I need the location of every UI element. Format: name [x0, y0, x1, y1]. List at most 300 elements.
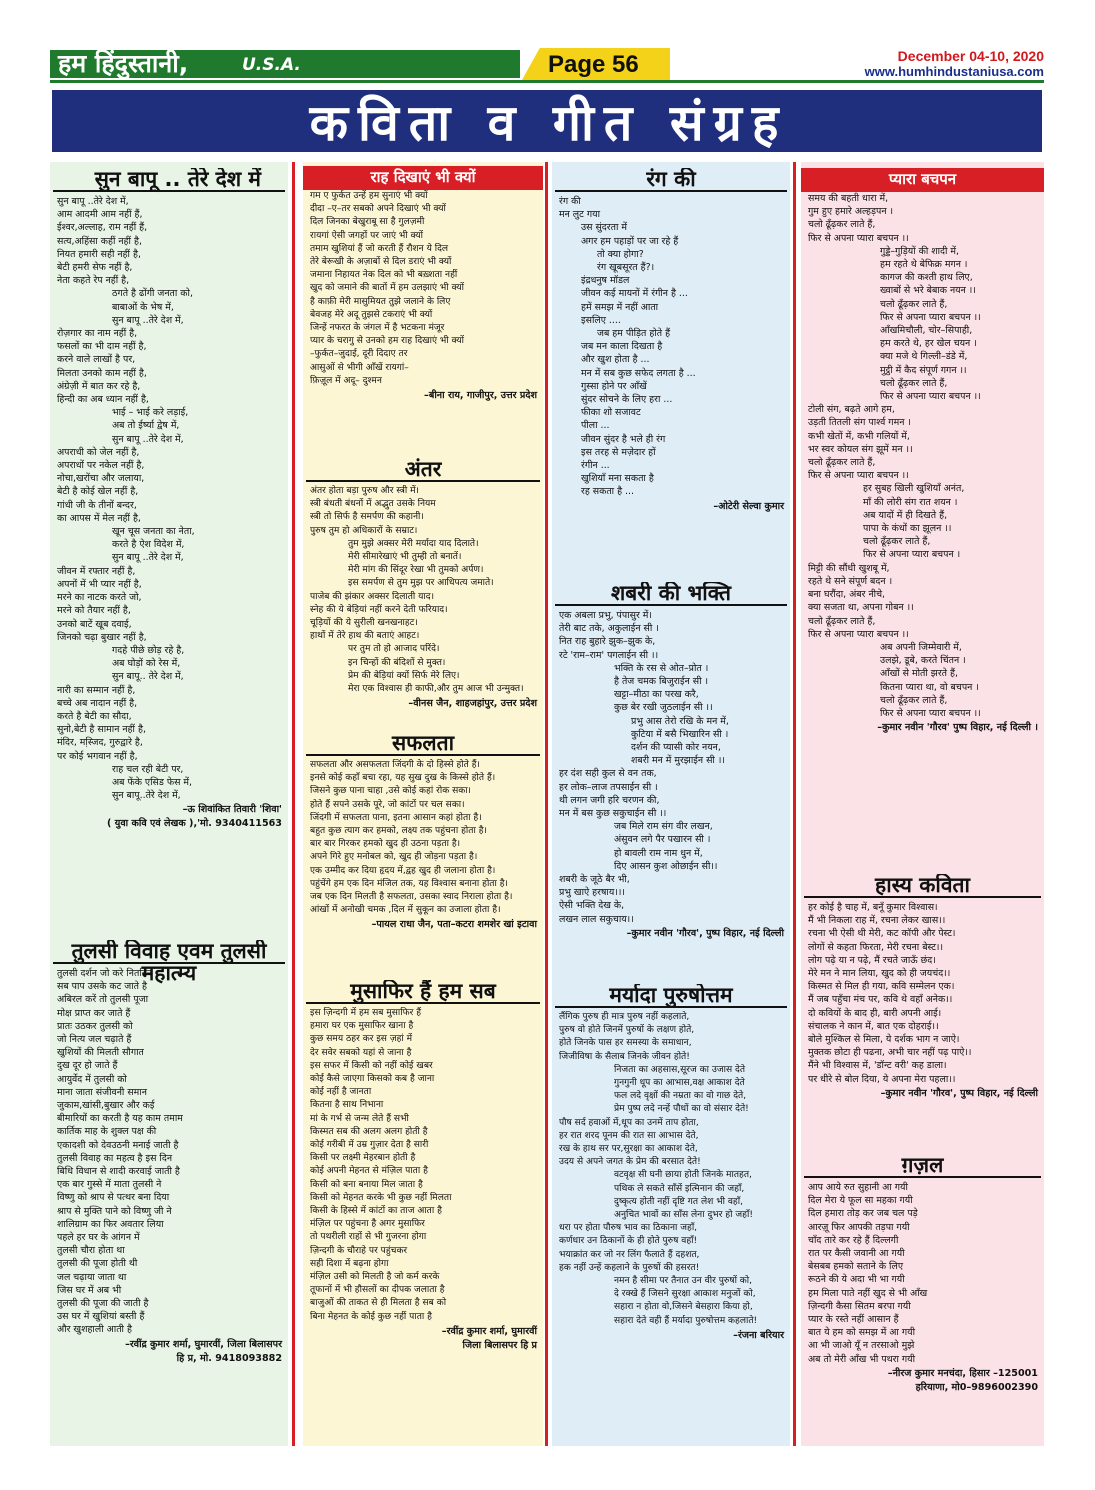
poem-line: फिर से अपना प्यारा बचपन ।।: [880, 391, 981, 403]
poem-line: इस तरह से मज़ेदार हों: [581, 446, 656, 458]
poem-line: जीवन में रफ्तार नहीं है,: [57, 565, 136, 577]
poem-line: देर सवेर सबको यहां से जाना है: [310, 1047, 412, 1058]
poem-line: रंग की: [559, 196, 581, 207]
poem-line: पहुंचेंगे हम एक दिन मंजिल तक, यह विश्वास बनाना होता है।: [310, 878, 509, 889]
poem-line: मैं जब पहुँचा मंच पर, कवि थे वहाँ अनेक।।: [808, 994, 953, 1006]
poem-line: मरने को तैयार नहीं है,: [57, 605, 131, 617]
poem-line: तमाम खुशियां हैं जो करती हैं रौशन ये दिल: [310, 243, 449, 254]
issue-date: December 04-10, 2020: [897, 48, 1044, 64]
poem-line: श्राप से मुक्ति पाने को विष्णु जी ने: [57, 1205, 172, 1217]
poem-line: पौष सर्द हवाओं में,धूप का उनमें ताप होता,: [559, 1117, 699, 1128]
poem-line: कुछ बेर रखी जुठलाईन सी ।।: [614, 702, 713, 714]
poem-line: तुलसी दर्शन जो करे नितदिन: [57, 968, 152, 979]
poem-author-credit: –कुमार नवीन 'गौरव', पुष्प विहार, नई दिल्ली: [880, 1087, 1038, 1099]
poem-line: चलो ढूँढ़कर लाते हैं,: [880, 377, 948, 389]
poem-line: गदहे पीछे छोड़ रहे है,: [112, 644, 185, 656]
poem-author-credit: –वीनस जैन, शाहजहांपुर, उत्तर प्रदेश: [408, 698, 537, 710]
poem-line: प्रेम की बेड़ियां क्यों सिर्फ मेरे लिए।: [348, 670, 460, 681]
poem-line: दिए आसन कुश ओछाईन सी।।: [614, 860, 718, 872]
poem-line: माना जाता संजीवनी समान: [57, 1086, 147, 1098]
poem-author-credit: –बीना राय, गाजीपुर, उत्तर प्रदेश: [424, 390, 537, 402]
poem-line: हिन्दी का अब ध्यान नहीं है,: [57, 394, 149, 406]
poem-line: अंतर होता बड़ा पुरुष और स्त्री में।: [310, 486, 420, 496]
poem-line: ज़िन्दगी कैसा सितम बरपा गयी: [808, 1300, 911, 1312]
poem-line: पर तुम तो हो आजाद परिंदे।: [348, 644, 440, 655]
poem-line: उस घर में खुशियां बस्ती हैं: [57, 1311, 145, 1323]
poem-line: फिर से अपना प्यारा बचपन ।।: [880, 707, 981, 719]
poem-line: हर रात शरद पूनम की रात सा आभास देते,: [559, 1130, 699, 1141]
brand-name: हम हिंदुस्तानी,: [58, 49, 189, 78]
poem-line: कुछ समय ठहर कर इस ज़हां में: [310, 1034, 413, 1045]
poem-line: आँखों से मोती झरते हैं,: [880, 668, 958, 680]
poem-line: खुशियाँ मना सकता है: [581, 473, 654, 485]
poem-line: तो क्या होगा?: [597, 248, 644, 260]
poem-line: जब एक दिन मिलती है सफलता, उसका स्वाद निराला होता है।: [310, 892, 513, 903]
poem-pyara-bachpan: [801, 168, 1044, 874]
page-title: कविता व गीत संग्रह: [309, 94, 789, 152]
poem-line: किस्मत से मिल ही गया, कवि सम्मेलन एक।: [808, 981, 955, 993]
poem-author-credit: –रंजना बरियार: [733, 1329, 784, 1341]
poem-rang-ki: [552, 168, 790, 582]
poem-line: मैं भी निकला राह में, रचना लेकर खास।।: [808, 915, 946, 927]
poem-line: तुलसी विवाह का महत्व है इस दिन: [57, 1152, 173, 1164]
poem-author-credit: –रवींद्र कुमार शर्मा, घुमारवीं: [441, 1325, 537, 1337]
poem-body: [303, 759, 543, 917]
poem-line: बच्चे अब नादान नहीं है,: [57, 697, 138, 709]
poem-line: नियत हमारी सही नहीं है,: [57, 248, 141, 260]
poem-line: मां के गर्भ से जन्म लेते हैं सभी: [310, 1113, 409, 1124]
poem-line: मरने का नाटक करते जो,: [57, 592, 142, 604]
poem-line: बेटी है कोई खेल नहीं है,: [57, 486, 139, 498]
poem-line: बहुत कुछ त्याग कर हमको, लक्ष्य तक पहुंचना होता है।: [310, 826, 487, 837]
poem-author-credit: –कुमार नवीन 'गौरव' पुष्प विहार, नई दिल्ली ।: [877, 722, 1038, 734]
poem-line: खून चूस जनता का नेता,: [112, 526, 195, 538]
poem-line: बेवजह मेरे अदू तुझसे टकराएं भी क्यों: [310, 309, 433, 320]
poem-line: आँखमिचौली, चोर–सिपाही,: [880, 325, 973, 337]
poem-line: कार्तिक माह के शुक्ल पक्ष की: [57, 1126, 157, 1138]
poem-line: जब मिले राम संग वीर लखन,: [614, 821, 713, 833]
poem-line: विष्णु को श्राप से पत्थर बना दिया: [57, 1192, 170, 1204]
poem-line: बोले मुश्किल से मिला, ये दर्शक भाग न जाऐ।: [808, 1034, 960, 1046]
poem-line: कोई कैसे जाएगा किसको कब है जाना: [310, 1074, 435, 1085]
poem-line: हर दंश सही कुल से वन तक,: [559, 768, 657, 780]
poem-line: रटे 'राम–राम' पगलाईन सी ।।: [559, 649, 659, 661]
poem-line: बात ये हम को समझ में आ गयी: [808, 1327, 915, 1339]
poem-heading: ग़ज़ल: [804, 1154, 1041, 1178]
poem-line: मेरी सीमारेखाएं भी तुम्ही तो बनातें।: [348, 552, 462, 563]
poem-line: हाथों में तेरे हाथ की बताएं आहट।: [310, 631, 420, 642]
poem-line: इसलिए ....: [581, 314, 621, 326]
poem-line: अब तो ईर्ष्या द्वेष में,: [112, 420, 180, 432]
poem-line: पर धीरे से बोल दिया, ये अपना मेरा पहला।।: [808, 1073, 956, 1085]
poem-line: गुनगुनी धूप का आभास,वक्ष आकाश देते: [614, 1078, 745, 1089]
poem-line: सब पाप उसके कट जाते है: [57, 981, 147, 993]
poem-line: किसी पर लक्ष्मी मेहरबान होती है: [310, 1153, 416, 1164]
poem-line: समय की बहती धारा में,: [808, 193, 889, 204]
column-divider: [793, 162, 796, 1446]
poem-line: चलो ढूँढ़कर लाते हैं,: [808, 615, 876, 627]
poem-line: मेरा एक विश्वास ही काफी,और तुम आज भी उन्मुक्त।: [348, 684, 524, 695]
poem-line: नारी का सम्मान नहीं है,: [57, 684, 136, 696]
poem-line: सुंदर सोचने के लिए हरा ...: [581, 394, 673, 406]
poem-line: नेता कहते रेप नहीं है,: [57, 275, 130, 287]
poem-line: प्रभु खाऐ हरषाय।।।: [559, 887, 625, 899]
poem-line: भयाक्रांत कर जो नर लिंग फैलाते हैं दहशत,: [559, 1249, 700, 1260]
poem-line: फिर से अपना प्यारा बचपन ।: [863, 549, 961, 561]
poem-line: फ़िज़ूल में अदू– दुश्मन: [310, 375, 382, 386]
poem-line: पथिक ले सकते साँसें इत्मिनान की जहाँ,: [614, 1183, 745, 1194]
poem-line: खुद को जमाने की बातों में हम उलझाएं भी क्यों: [310, 283, 464, 294]
poem-line: तुम मुझे अक्सर मेरी मर्यादा याद दिलाते।: [348, 538, 479, 549]
poem-line: रोज़गार का नाम नहीं है,: [57, 328, 138, 340]
poem-line: रह सकता है ...: [581, 486, 634, 498]
masthead: [0, 0, 1095, 88]
poem-line: अपराधों पर नकेल नहीं है,: [57, 460, 145, 472]
poem-line: किसी के हिस्से में कांटों का ताज आता है: [310, 1206, 442, 1217]
poem-line: गुस्सा होने पर आँखें: [581, 380, 647, 392]
poem-line: सुन बापू ..तेरे देश में,: [112, 552, 184, 564]
poem-line: मन में सब कुछ सफेद लगता है ...: [581, 367, 696, 379]
poem-line: पुरुष वो होते जिनमें पुरुषों के लक्षण होते,: [559, 1025, 695, 1036]
poem-line: पर कोई भगवान नहीं है,: [57, 750, 138, 762]
poem-line: अनुचित भावों का साँस लेना दुभर हो जहाँ!: [614, 1210, 753, 1221]
poem-line: पापा के कंधों का झूलन ।।: [863, 523, 952, 535]
poem-author-credit: जिला बिलासपर हि प्र: [462, 1339, 537, 1351]
poem-line: दे रक्खे हैं जिसने सुरक्षा आकाश मनुजों को,: [614, 1289, 756, 1300]
poem-line: रात पर कैसी जवानी आ गयी: [808, 1248, 905, 1260]
poem-line: अगर हम पहाड़ों पर जा रहे हैं: [581, 235, 679, 247]
column-4: [801, 162, 1044, 1446]
poem-line: प्यार के रस्ते नहीं आसान हैं: [808, 1314, 899, 1326]
poem-line: स्त्री तो सिर्फ है समर्पण की कहानी।: [310, 512, 424, 523]
poem-antar: [303, 458, 543, 730]
poem-line: कभी खेतों में, कभी गलियों में,: [808, 430, 910, 442]
column-2: [303, 162, 543, 1446]
poem-line: आ भी जाओ यूँ न तरसाओ मुझे: [808, 1340, 915, 1352]
poem-hasya: [801, 874, 1044, 1152]
poem-body: [303, 1007, 543, 1324]
poem-line: गांधी जी के तीनों बन्दर,: [57, 499, 137, 511]
poem-line: हम करते थे, हर खेल चयन ।: [880, 338, 977, 350]
poem-line: मेरी मांग की सिंदूर रेखा भी तुमको अर्पण।: [348, 565, 484, 576]
poem-line: फिर से अपना प्यारा बचपन ।।: [808, 628, 909, 640]
poem-line: मिलता उनको काम नहीं है,: [57, 367, 147, 379]
poem-line: लैंगिक पुरुष ही मात्र पुरुष नहीं कहलाते,: [559, 1012, 690, 1022]
poem-line: अंग्रेज़ी में बात कर रहे है,: [57, 380, 141, 392]
poem-line: आसुओं से भीगी आँखें रायगां–: [310, 362, 409, 373]
poem-heading: प्यारा बचपन: [801, 168, 1044, 192]
poem-line: अपने गिरे हुए मनोबल को, खुद ही जोड़ना पड़ता है।: [310, 852, 478, 863]
poem-line: चलो ढूँढ़कर लाते हैं,: [808, 457, 876, 469]
poem-line: जब हम पीड़ित होते हैं: [597, 328, 671, 340]
poem-line: है काफ़ी मेरी मासुमियत तुझे जलाने के लिए: [310, 296, 451, 307]
poem-line: इस ज़िन्दगी में हम सब मुसाफिर हैं: [310, 1008, 422, 1018]
poem-musafir: [303, 980, 543, 1440]
poem-line: रंग खूबसूरत हैं?।: [597, 262, 655, 274]
poem-heading: अंतर: [306, 458, 540, 482]
column-divider: [545, 162, 548, 1446]
poem-line: बाजुओं की ताकत से ही मिलता है सब को: [310, 1298, 447, 1309]
poem-body: [801, 901, 1044, 1086]
poem-body: [552, 195, 790, 499]
poem-line: मोक्ष प्राप्त कर जाते हैं: [57, 1007, 131, 1019]
poem-line: शालिग्राम का फिर अवतार लिया: [57, 1218, 164, 1230]
poem-line: और खुशहाली आती है: [57, 1324, 132, 1336]
poem-line: तुलसी चौरा होता था: [57, 1245, 125, 1257]
poem-line: भाई – भाई करे लड़ाई,: [112, 407, 189, 419]
poem-heading: राह दिखाएं भी क्यों: [303, 166, 543, 190]
poem-line: प्रेम पुष्प लदे नन्हें पौधों का वो संसार देते!: [614, 1104, 749, 1115]
poem-line: रहते थे सने संपूर्ण बदन ।: [808, 575, 893, 587]
poem-line: करते है बेटी का सौदा,: [57, 710, 132, 722]
poem-line: दर्शन की प्यासी कोर नयन,: [631, 742, 721, 754]
poem-line: चाँद तारे कर रहे हैं दिल्लगी: [808, 1234, 899, 1246]
poem-line: दो कवियों के बाद ही, बारी अपनी आई।: [808, 1007, 942, 1019]
poem-line: सुन बापू ..तेरे देश में,: [57, 196, 129, 207]
poem-line: दीदा –ए–तर सबको अपने दिखाएं भी क्यों: [310, 204, 446, 215]
poem-line: दुष्कृत्य होती नहीं दृष्टि गत लेश भी वहाँ,: [614, 1196, 743, 1207]
poem-line: अब फेंके एसिड फेस में,: [112, 776, 192, 788]
poem-line: बेटी हमरी सेफ नहीं है,: [57, 262, 133, 274]
poem-line: आप आये रुत सुहानी आ गयी: [808, 1182, 908, 1193]
poem-body: [552, 609, 790, 926]
poem-line: आम आदमी आम नहीं हैं,: [57, 209, 143, 221]
poem-body: [801, 1181, 1044, 1366]
poem-line: जुकाम,खांसी,बुखार और कई: [57, 1100, 155, 1112]
poem-line: मन में बस कुछ सकुचाईन सी ।।: [559, 808, 667, 820]
poem-line: इनसे कोई कहाँ बचा रहा, यह सुख दुख के किस्से होते हैं।: [310, 773, 496, 784]
poem-line: किसी को बना बनाया मिल जाता है: [310, 1179, 423, 1190]
poem-line: जिंदगी में सफलता पाना, इतना आसान कहां होता है।: [310, 812, 482, 823]
poem-line: किस्मत सब की अलग अलग होती है: [310, 1126, 428, 1137]
poem-line: बना घरौंदा, अंबर नीचे,: [808, 589, 886, 601]
page-number: Page 56: [548, 51, 639, 78]
poem-body: [303, 190, 543, 388]
poem-line: एकादशी को देवउठनी मनाई जाती है: [57, 1139, 179, 1151]
poem-line: बाबाओं के भेष में,: [112, 301, 174, 313]
poem-author-credit: हि प्र, मो. 9418093882: [176, 1352, 282, 1364]
poem-line: मैंने भी विश्वास में, 'डॉन्ट वरी' कह डाला।: [808, 1060, 947, 1072]
poem-line: जल चढ़ाया जाता था: [57, 1271, 127, 1283]
poem-author-credit: –पायल राधा जैन, पता–कटरा शमशेर खां इटावा: [371, 919, 537, 931]
title-band: [50, 88, 1044, 154]
poem-heading: मुसाफिर हैं हम सब: [306, 980, 540, 1004]
poem-line: तो पथरीली राहों से भी गुजरना होगा: [310, 1232, 427, 1243]
poem-line: नोचा,खरोंचा और जलाया,: [57, 473, 145, 485]
poem-line: इन चिन्हों की बंदिशों से मुक्त।: [348, 657, 446, 668]
poem-body: [50, 967, 288, 1337]
poem-line: किसी को मेहनत करके भी कुछ नहीं मिलता: [310, 1192, 452, 1203]
poem-line: होते जिनके पास हर समस्या के समाधान,: [559, 1038, 692, 1049]
poem-line: हो बावली राम नाम धुन में,: [614, 847, 703, 859]
poem-line: गुम हुए हमारे अल्हड़पन ।: [808, 206, 894, 218]
poem-line: फिर से अपना प्यारा बचपन ।।: [808, 232, 909, 244]
poem-line: उनको बाटें खूब दवाई,: [57, 618, 132, 630]
poem-line: मुट्ठी में कैद संपूर्ण गगन ।।: [880, 364, 967, 376]
poem-line: उलझे, डूबे, करते चिंतन ।: [880, 655, 966, 667]
poem-line: मन लुट गया: [559, 209, 600, 221]
poem-line: होते हैं सपने उसके पूरे, जो कांटों पर चल सका।: [310, 799, 465, 810]
poem-heading: मर्यादा पुरुषोत्तम: [555, 984, 787, 1008]
poem-line: हम रहते थे बेफिक्र मगन ।: [880, 259, 968, 271]
poem-heading: शबरी की भक्ति: [555, 582, 787, 606]
poem-sun-bapu: [50, 168, 288, 936]
poem-line: पाजेब की झंकार अक्सर दिलाती याद।: [310, 591, 435, 602]
poem-line: प्रातः उठकर तुलसी को: [57, 1020, 133, 1032]
poem-line: निजता का अहसास,सूरज का उजास देते: [614, 1064, 745, 1075]
poem-line: एक बार गुस्से में माता तुलसी ने: [57, 1179, 162, 1191]
poem-line: खुशियों की मिलती सौगात: [57, 1047, 144, 1059]
poem-ghazal: [801, 1154, 1044, 1444]
poem-line: अपनों में भी प्यार नहीं है,: [57, 578, 142, 590]
poem-line: जिसने कुछ पाना चाहा ,उसे कोई कहां रोक सका।: [310, 786, 472, 797]
poem-line: ऐसी भक्ति देख के,: [559, 900, 625, 912]
poem-body: [50, 195, 288, 802]
poem-line: गम ए फुर्कत उन्हें हम सुनाएं भी क्यों: [310, 191, 428, 201]
poem-line: का आपस में मेल नहीं है,: [57, 512, 141, 524]
poem-line: हमें समझ में नहीं आता: [581, 301, 659, 313]
poem-line: स्त्री बंधती बंधनों में अद्भुत उसके नियम: [310, 499, 436, 510]
poem-line: क्या मजे थे गिल्ली–डंडे में,: [880, 351, 968, 363]
poem-line: सुन बापू ..तेरे देश में,: [112, 433, 184, 445]
poem-line: सहारा न होता वो,जिसने बेसहारा किया हो,: [614, 1302, 753, 1313]
poem-line: करते है ऐश विदेश में,: [112, 539, 185, 551]
poem-line: टोली संग, बढ़ते आगे हम,: [808, 404, 895, 416]
poem-body: [801, 192, 1044, 720]
poem-line: फिर से अपना प्यारा बचपन ।।: [880, 311, 981, 323]
poem-body: [552, 1011, 790, 1328]
poem-line: पीला ...: [581, 420, 610, 432]
poem-line: तुलसी की पूजा होती थी: [57, 1258, 138, 1270]
poem-line: शबरी के जूठे बैर भी,: [559, 874, 630, 886]
poem-line: रख के हाथ सर पर,सुरक्षा का आकाश देते,: [559, 1144, 698, 1155]
poem-line: चलो ढूँढ़कर लाते हैं,: [863, 536, 931, 548]
poem-body: [303, 485, 543, 696]
poem-line: तुलसी की पूजा की जाती है: [57, 1298, 149, 1310]
poem-line: हर सुबह खिली खुशियाँ अनंत,: [863, 483, 965, 495]
poem-line: अब घोड़ों को रेस में,: [112, 658, 181, 670]
poem-line: हमारा घर एक मुसाफिर खाना है: [310, 1021, 414, 1032]
column-divider: [292, 162, 295, 1446]
poem-line: चूड़ियों की ये सुरीली खनखनाहट।: [310, 618, 418, 629]
poem-line: बार बार गिरकर हमको खुद ही उठना पड़ता है।: [310, 839, 461, 850]
poem-line: कोई अपनी मेहनत से मंज़िल पाता है: [310, 1166, 428, 1177]
poem-tulsi-vivah: [50, 940, 288, 1440]
poem-line: जमाना निहायत नेक दिल को भी बख़्शता नहीं: [310, 270, 458, 281]
poem-line: भक्ति के रस से ओत–प्रोत ।: [614, 662, 709, 674]
masthead-rule: [50, 80, 1044, 83]
poem-line: चलो ढूँढ़कर लाते हैं,: [880, 298, 948, 310]
poem-author-credit: –रवींद्र कुमार शर्मा, घुमारवीं, जिला बिलासपर: [125, 1338, 282, 1350]
poem-line: लोगों से कहता फिरता, मेरी रचना बेस्ट।।: [808, 941, 944, 953]
poem-line: स्नेह की ये बेड़ियां नहीं करने देती फरियाद।: [310, 604, 448, 615]
poem-line: हर लोक–लाज तपसाईन सी ।: [559, 781, 658, 793]
poem-line: पुरुष तुम हो अधिकारों के सम्राट।: [310, 525, 418, 536]
poem-line: थी लगन जगी हरि चरणन की,: [559, 794, 660, 806]
poem-line: आंखों में अनोखी चमक ,दिल में सुकून का उजाला होता है।: [310, 905, 501, 916]
poem-line: कागज की कश्ती हाथ लिए,: [880, 272, 973, 284]
poem-line: सुन बापू.. तेरे देश में,: [112, 671, 184, 683]
poem-author-credit: –नीरज कुमार मनचंदा, हिसार –125001: [887, 1367, 1038, 1379]
poem-line: सत्य,अहिंसा कहीं नहीं है,: [57, 235, 142, 247]
poem-author-credit: हरियाणा, मो0–9896002390: [915, 1381, 1038, 1393]
poem-line: ख्वाबों से भरे बेबाक नयन ।।: [880, 285, 976, 297]
poem-line: मिट्टी की सौंधी खुशबू में,: [808, 562, 890, 574]
poem-line: इस सफर में किसी को नहीं कोई खबर: [310, 1060, 433, 1071]
poem-line: भर स्वर कोयल संग झूमें मन ।।: [808, 443, 913, 455]
poem-line: रूठने की ये अदा भी भा गयी: [808, 1274, 905, 1286]
poem-line: फल लदे वृक्षों की नम्रता का वो गाछ देते,: [614, 1091, 747, 1102]
poem-line: इंद्रधनुष मॉडल: [581, 275, 630, 287]
poem-line: उदय से अपने जगत के प्रेम की बरसात देते!: [559, 1157, 701, 1168]
poem-line: चलो ढूँढ़कर लाते हैं,: [808, 219, 876, 231]
poem-line: तेरे बेरूखी के अज़ाबों से दिल डराएं भी क्यों: [310, 257, 452, 268]
poem-line: कुटिया में बसै भिखारिन सी ।: [631, 728, 729, 740]
poem-line: और खुश होता है ...: [581, 354, 650, 366]
poem-line: आरज़ू फिर आपकी तड़पा गयी: [808, 1221, 910, 1233]
poem-line: मंज़िल उसी को मिलती है जो कर्म करके: [310, 1272, 440, 1283]
poem-line: ईश्वर,अल्लाह, राम नहीं हैं,: [57, 222, 148, 234]
poem-heading: रंग की: [555, 168, 787, 192]
poem-line: शबरी मन में मुरझाईन सी ।।: [631, 755, 725, 767]
poem-line: प्रभु आस तेरो रखि के मन में,: [631, 715, 729, 727]
poem-line: करने वाले लाखों है पर,: [57, 354, 136, 366]
poem-line: उड़ती तितली संग पार्श्व गमन ।: [808, 417, 911, 429]
brand-country: U.S.A.: [242, 55, 301, 75]
poem-line: दुख दूर हो जाते हैं: [57, 1060, 118, 1072]
poem-line: बिधि विधान से शादी करवाई जाती है: [57, 1166, 180, 1178]
poem-line: –फुर्कत–जुदाई, दूरी दिदाए तर: [310, 349, 408, 360]
poem-line: दिल जिनका बेखुराबू सा है गुलज़मी: [310, 217, 425, 228]
poem-line: कोई गरीबी में उम्र गुज़ार देता है सारी: [310, 1140, 429, 1151]
poem-line: अंसुवन लगे पैर पखारन सी ।: [614, 834, 711, 846]
poem-line: अब तो मेरी आँख भी पथरा गयी: [808, 1353, 916, 1365]
poem-line: कितना है साथ निभाना: [310, 1100, 384, 1111]
poem-line: सुनो,बेटी है सामान नहीं है,: [57, 724, 146, 736]
poem-heading: सफलता: [306, 732, 540, 756]
poem-line: लखन लाल सकुचाय।।: [559, 913, 634, 925]
poem-line: पहले हर घर के आंगन में: [57, 1232, 140, 1244]
poem-line: जिनको चढ़ा बुखार नहीं है,: [57, 631, 147, 643]
poem-heading: सुन बापू .. तेरे देश में: [53, 168, 285, 192]
poem-line: नमन है सीमा पर तैनात उन वीर पुरुषों को,: [614, 1276, 753, 1287]
poem-line: जो नित्य जल चढ़ाते हैं: [57, 1034, 132, 1046]
poem-line: नित राह बुहारे झुक–झुक के,: [559, 636, 656, 648]
poem-line: मुक्तक छोटा ही पढना, अभी चार नहीं पढ़ पाऐ।।: [808, 1047, 972, 1059]
poem-line: रायगां ऐसी जगहों पर जाएं भी क्यों: [310, 230, 424, 241]
poem-line: धरा पर होता पौरुष भाव का ठिकाना जहाँ,: [559, 1223, 698, 1234]
website-link[interactable]: www.humhindustaniusa.com: [864, 64, 1044, 79]
poem-line: लोग पढ़े या न पढ़े, मैं रचते जाऊँ छंद।: [808, 954, 936, 966]
poem-line: रंगीन ...: [581, 460, 610, 472]
poem-line: इस समर्पण से तुम मुझ पर आधिपत्य जमाते।: [348, 578, 494, 589]
poem-line: अबिरल करें तो तुलसी पूजा: [57, 994, 149, 1006]
poem-line: वटवृक्ष सी घनी छाया होती जिनके मातहत,: [614, 1170, 752, 1181]
poem-line: फीका शो सजावट: [581, 407, 641, 419]
poem-line: राह चल रही बेटी पर,: [112, 763, 184, 775]
poem-line: जिन्हें नफरत के जंगल में है भटकना मंजूर: [310, 323, 445, 334]
poem-line: संचालक ने कान में, बात एक दोहराई।।: [808, 1020, 939, 1032]
poem-line: कोई नहीं है जानता: [310, 1087, 372, 1098]
column-3: [552, 162, 790, 1446]
poem-line: जब मन काला दिखता है: [581, 341, 663, 353]
poem-line: रचना भी ऐसी थी मेरी, कट कॉपी और पेस्ट।: [808, 928, 956, 940]
poem-maryada: [552, 984, 790, 1442]
poem-line: सुन बापू..तेरे देश में,: [112, 790, 181, 802]
poem-line: बिना मेहनत के कोई कुछ नहीं पाता है: [310, 1311, 432, 1322]
poem-line: कितना प्यारा था, वो बचपन ।: [880, 681, 979, 693]
poem-author-credit: –ऊ शिवांकित तिवारी 'शिवा': [182, 804, 282, 816]
